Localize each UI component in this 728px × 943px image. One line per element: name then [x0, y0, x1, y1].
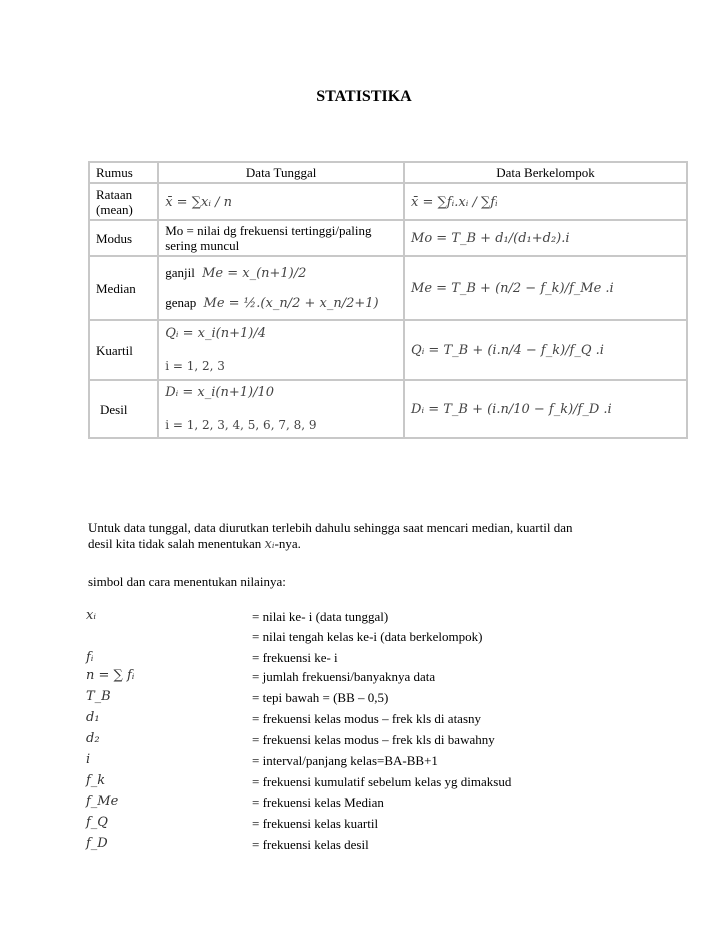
paragraph-line-1: Untuk data tunggal, data diurutkan terlebih dahulu sehingga saat mencari median, kuartil dan — [88, 520, 573, 535]
desil-formula: Dᵢ = x_i(n+1)/10 — [165, 385, 275, 400]
symbol-fq: f_Q — [86, 815, 108, 830]
formula-kuartil-tunggal — [158, 320, 404, 380]
paragraph-symbols-intro: simbol dan cara menentukan nilainya: — [88, 574, 286, 589]
formula-table — [88, 161, 688, 439]
header-data-berkelompok: Data Berkelompok — [404, 162, 687, 183]
desc-nilai-tengah: = nilai tengah kelas ke-i (data berkelompok) — [252, 629, 483, 644]
desc-i: = interval/panjang kelas=BA-BB+1 — [252, 753, 438, 768]
formula-desil-tunggal — [158, 380, 404, 438]
symbol-n: n = ∑ fᵢ — [86, 668, 135, 683]
formula-text: x̄ = ∑xᵢ / n — [165, 194, 232, 210]
desc-d1: = frekuensi kelas modus – frek kls di atasny — [252, 711, 482, 726]
median-genap-formula: Me = ½.(x_n/2 + x_n/2+1) — [203, 296, 379, 311]
formula-text: x̄ = ∑fᵢ.xᵢ / ∑fᵢ — [411, 194, 498, 210]
formula-text: Mo = T_B + d₁/(d₁+d₂).i — [411, 231, 570, 246]
median-ganjil-line — [165, 265, 397, 281]
paragraph-text-end: -nya. — [274, 536, 301, 551]
table-row-modus — [89, 220, 687, 256]
desil-index: i = 1, 2, 3, 4, 5, 6, 7, 8, 9 — [165, 418, 317, 432]
desc-fme: = frekuensi kelas Median — [252, 795, 384, 810]
table-row-median — [89, 256, 687, 320]
symbol-fi: fᵢ — [86, 650, 94, 665]
paragraph-line-2 — [88, 536, 708, 553]
formula-text: Dᵢ = T_B + (i.n/10 − f_k)/f_D .i — [411, 402, 612, 417]
paragraph-explanation — [88, 520, 708, 553]
desc-fi: = frekuensi ke- i — [252, 650, 338, 665]
median-genap-line — [165, 295, 397, 311]
kuartil-index: i = 1, 2, 3 — [165, 359, 225, 373]
text-modus-tunggal: Mo = nilai dg frekuensi tertinggi/paling sering muncul — [158, 220, 404, 256]
table-row-kuartil — [89, 320, 687, 380]
desc-d2: = frekuensi kelas modus – frek kls di bawahny — [252, 732, 495, 747]
row-label-kuartil: Kuartil — [89, 320, 158, 380]
desc-fq: = frekuensi kelas kuartil — [252, 816, 379, 831]
symbol-i: i — [86, 752, 91, 767]
desc-fd: = frekuensi kelas desil — [252, 837, 369, 852]
formula-text: Qᵢ = T_B + (i.n/4 − f_k)/f_Q .i — [411, 343, 604, 358]
desc-n: = jumlah frekuensi/banyaknya data — [252, 669, 436, 684]
paragraph-text: desil kita tidak salah menentukan — [88, 536, 262, 551]
header-rumus: Rumus — [89, 162, 158, 183]
formula-text: Me = T_B + (n/2 − f_k)/f_Me .i — [411, 281, 614, 296]
symbol-d1: d₁ — [86, 710, 100, 725]
formula-modus-kelompok — [404, 220, 687, 256]
median-ganjil-label: ganjil — [165, 265, 195, 280]
formula-kuartil-kelompok — [404, 320, 687, 380]
formula-rataan-tunggal — [158, 183, 404, 220]
table-row-desil — [89, 380, 687, 438]
row-label-desil: Desil — [89, 380, 158, 438]
table-row-rataan — [89, 183, 687, 220]
symbol-d2: d₂ — [86, 731, 100, 746]
symbol-fk: f_k — [86, 773, 106, 788]
table-header-row — [89, 162, 687, 183]
median-ganjil-formula: Me = x_(n+1)/2 — [202, 266, 307, 281]
kuartil-formula: Qᵢ = x_i(n+1)/4 — [165, 326, 266, 341]
symbol-xi: xᵢ — [86, 608, 96, 623]
symbol-fd: f_D — [86, 836, 108, 851]
paragraph-symbol: xᵢ — [264, 537, 275, 552]
row-label-rataan: Rataan (mean) — [89, 183, 158, 220]
desc-xi: = nilai ke- i (data tunggal) — [252, 609, 389, 624]
formula-desil-kelompok — [404, 380, 687, 438]
page-title: STATISTIKA — [316, 88, 412, 105]
formula-rataan-kelompok — [404, 183, 687, 220]
formula-median-kelompok — [404, 256, 687, 320]
row-label-modus: Modus — [89, 220, 158, 256]
row-label-median: Median — [89, 256, 158, 320]
header-data-tunggal: Data Tunggal — [158, 162, 404, 183]
desc-fk: = frekuensi kumulatif sebelum kelas yg dimaksud — [252, 774, 512, 789]
symbol-fme: f_Me — [86, 794, 119, 809]
symbol-tb: T_B — [86, 689, 111, 704]
desc-tb: = tepi bawah = (BB – 0,5) — [252, 690, 389, 705]
median-genap-label: genap — [165, 295, 197, 310]
formula-median-tunggal — [158, 256, 404, 320]
